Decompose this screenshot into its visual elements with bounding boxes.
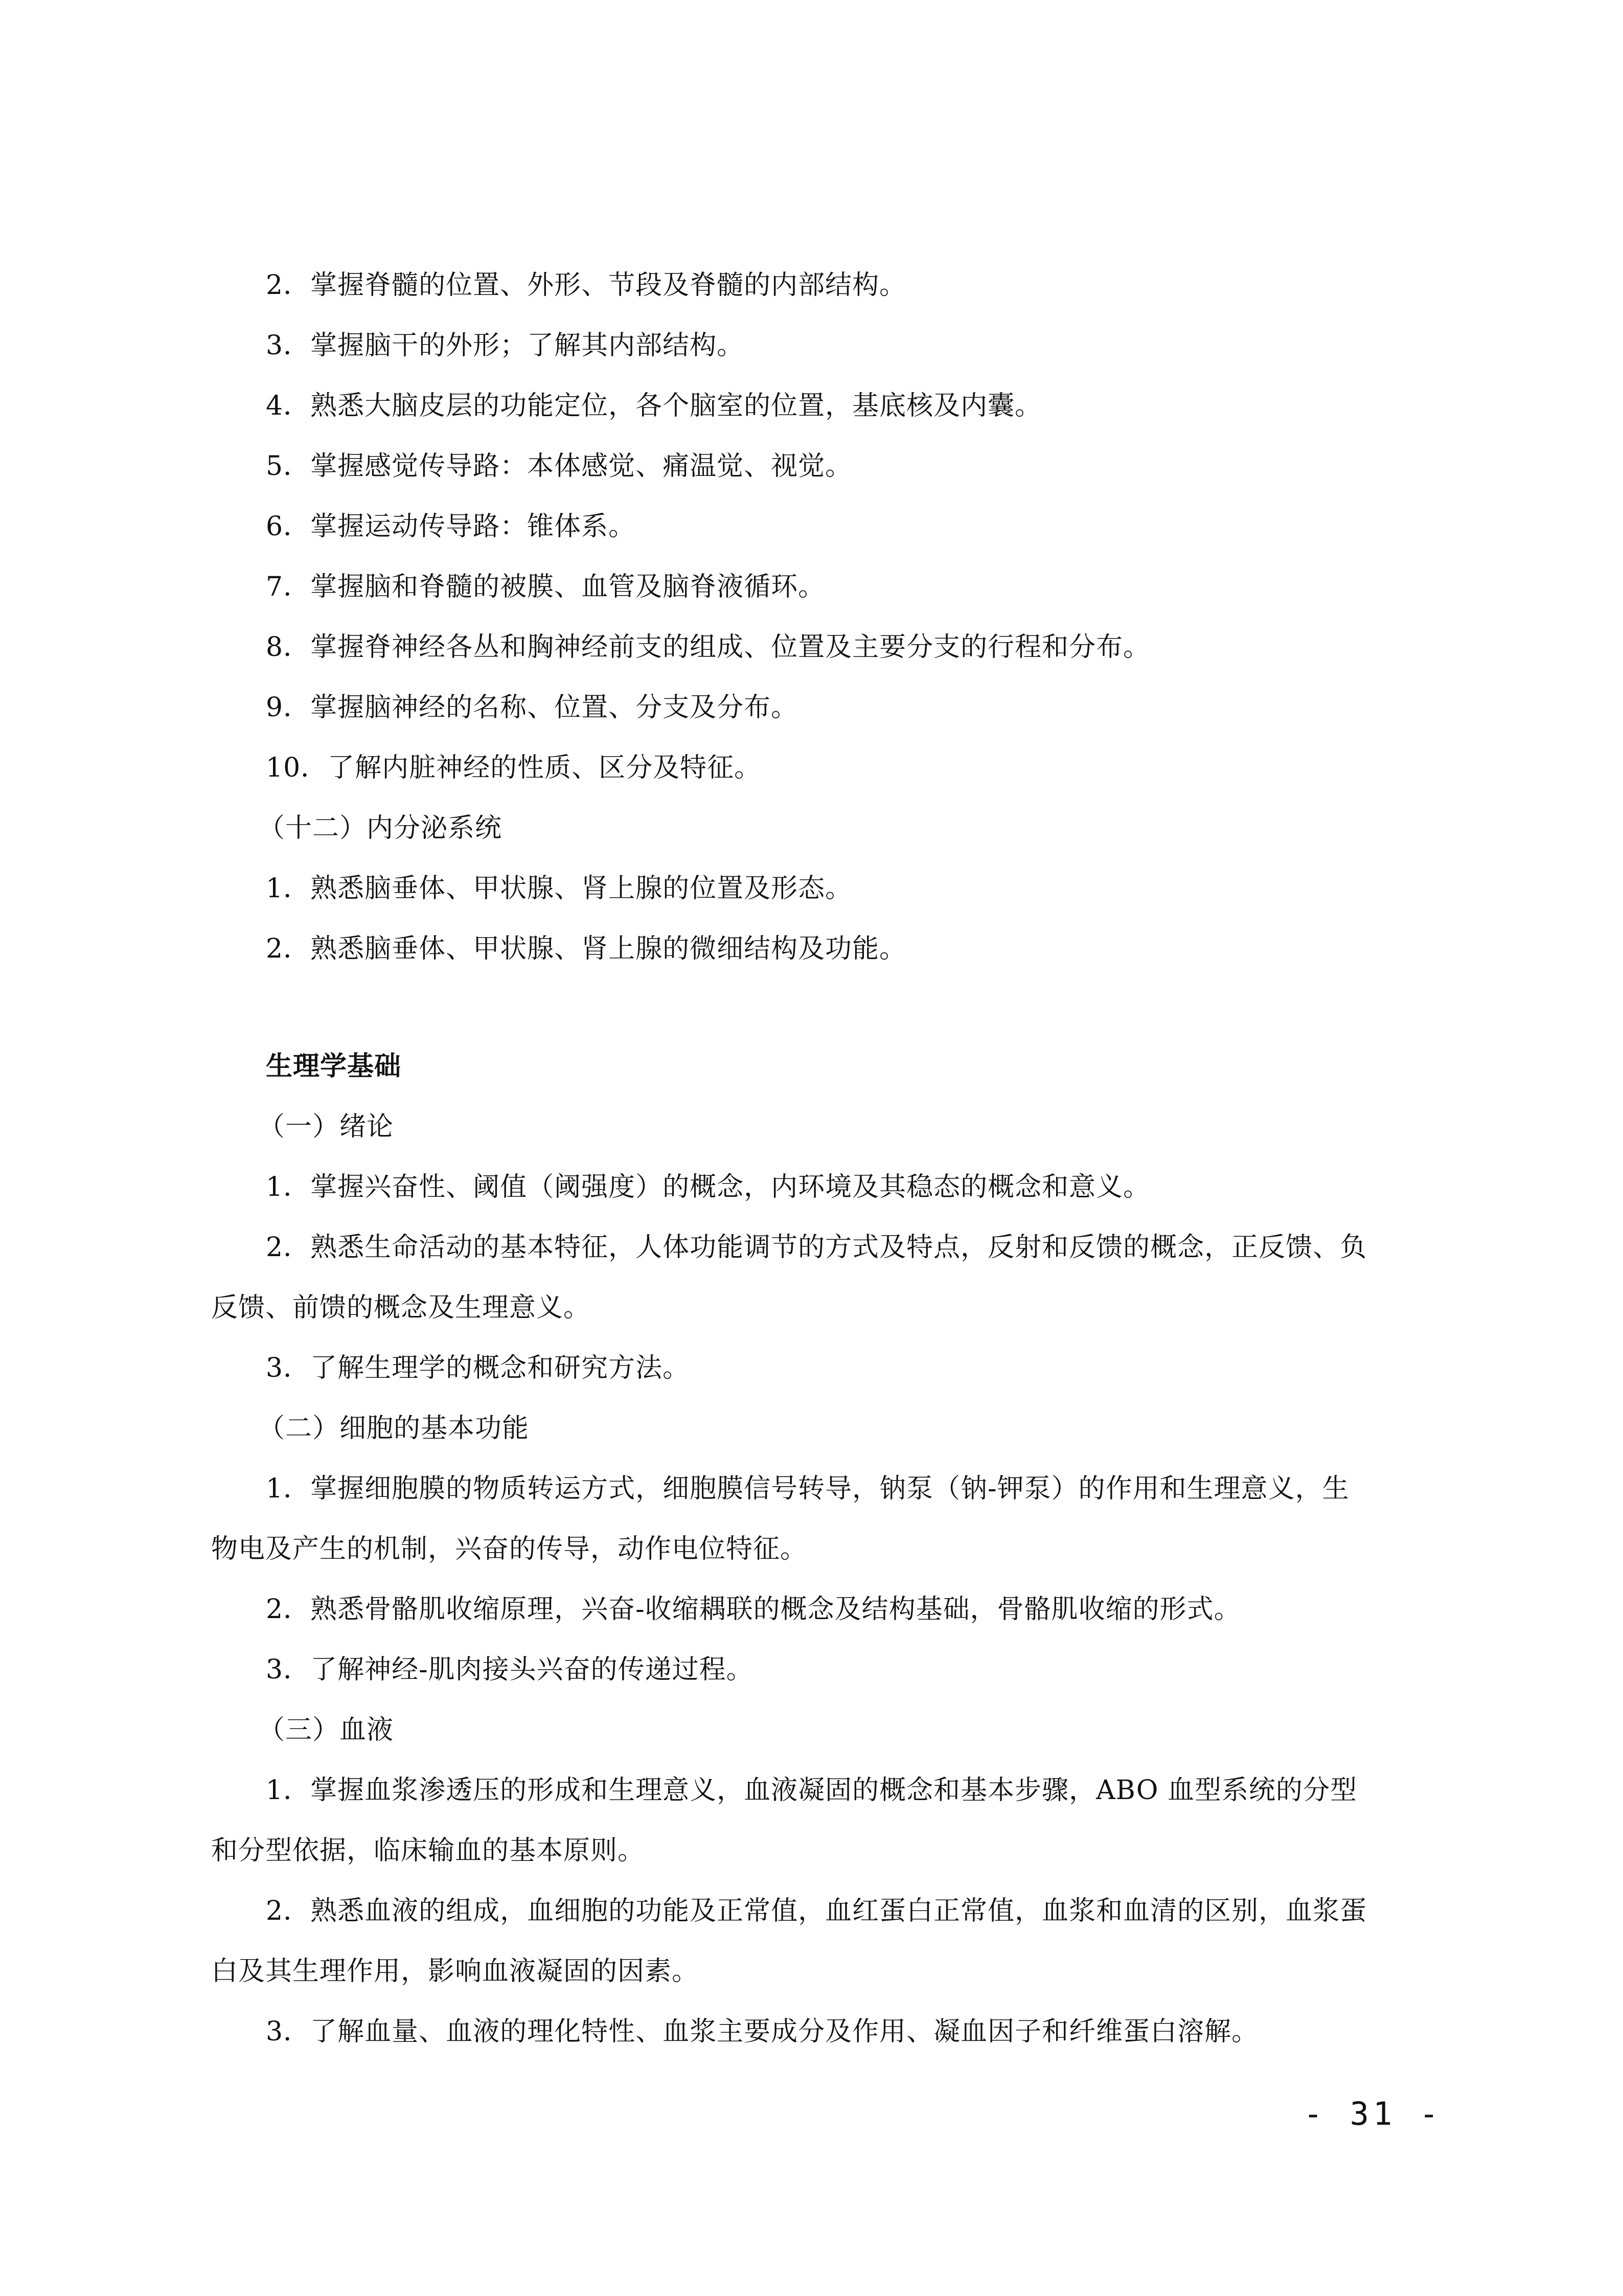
section-title-intro: （一）绪论: [258, 1111, 394, 1142]
physiology-heading: 生理学基础: [266, 1051, 402, 1082]
list-item: 1．掌握兴奋性、阈值（阈强度）的概念，内环境及其稳态的概念和意义。: [266, 1172, 1151, 1202]
list-item: 7．掌握脑和脊髓的被膜、血管及脑脊液循环。: [266, 572, 826, 602]
list-item-continuation: 物电及产生的机制，兴奋的传导，动作电位特征。: [211, 1534, 808, 1564]
list-item-continuation: 反馈、前馈的概念及生理意义。: [211, 1292, 591, 1323]
list-item: 2．熟悉骨骼肌收缩原理，兴奋-收缩耦联的概念及结构基础，骨骼肌收缩的形式。: [266, 1594, 1241, 1625]
list-item: 8．掌握脊神经各丛和胸神经前支的组成、位置及主要分支的行程和分布。: [266, 632, 1151, 663]
list-item: 1．掌握血浆渗透压的形成和生理意义，血液凝固的概念和基本步骤，ABO 血型系统的分型: [266, 1775, 1357, 1806]
list-item: 10．了解内脏神经的性质、区分及特征。: [266, 753, 762, 783]
list-item: 2．熟悉脑垂体、甲状腺、肾上腺的微细结构及功能。: [266, 934, 907, 964]
list-item: 3．了解神经-肌肉接头兴奋的传递过程。: [266, 1654, 753, 1685]
list-item-continuation: 白及其生理作用，影响血液凝固的因素。: [211, 1956, 699, 1987]
section-title-blood: （三）血液: [258, 1715, 394, 1745]
list-item: 3．了解血量、血液的理化特性、血浆主要成分及作用、凝血因子和纤维蛋白溶解。: [266, 2016, 1259, 2047]
section-title-endocrine: （十二）内分泌系统: [258, 813, 502, 844]
list-item: 3．了解生理学的概念和研究方法。: [266, 1353, 690, 1383]
list-item: 5．掌握感觉传导路：本体感觉、痛温觉、视觉。: [266, 451, 853, 482]
list-item: 1．掌握细胞膜的物质转运方式，细胞膜信号转导，钠泵（钠-钾泵）的作用和生理意义，生: [266, 1473, 1350, 1504]
section-title-cell: （二）细胞的基本功能: [258, 1413, 530, 1444]
list-item: 2．熟悉血液的组成，血细胞的功能及正常值，血红蛋白正常值，血浆和血清的区别，血浆蛋: [266, 1896, 1367, 1926]
list-item: 6．掌握运动传导路：锥体系。: [266, 511, 636, 542]
page-number: - 31 -: [1304, 2095, 1443, 2132]
list-item: 3．掌握脑干的外形；了解其内部结构。: [266, 330, 744, 361]
list-item: 2．熟悉生命活动的基本特征，人体功能调节的方式及特点，反射和反馈的概念，正反馈、负: [266, 1232, 1367, 1263]
list-item: 9．掌握脑神经的名称、位置、分支及分布。: [266, 692, 798, 723]
list-item: 1．熟悉脑垂体、甲状腺、肾上腺的位置及形态。: [266, 873, 853, 904]
list-item: 4．熟悉大脑皮层的功能定位，各个脑室的位置，基底核及内囊。: [266, 391, 1042, 421]
list-item-continuation: 和分型依据，临床输血的基本原则。: [211, 1835, 645, 1866]
list-item: 2．掌握脊髓的位置、外形、节段及脊髓的内部结构。: [266, 270, 907, 301]
